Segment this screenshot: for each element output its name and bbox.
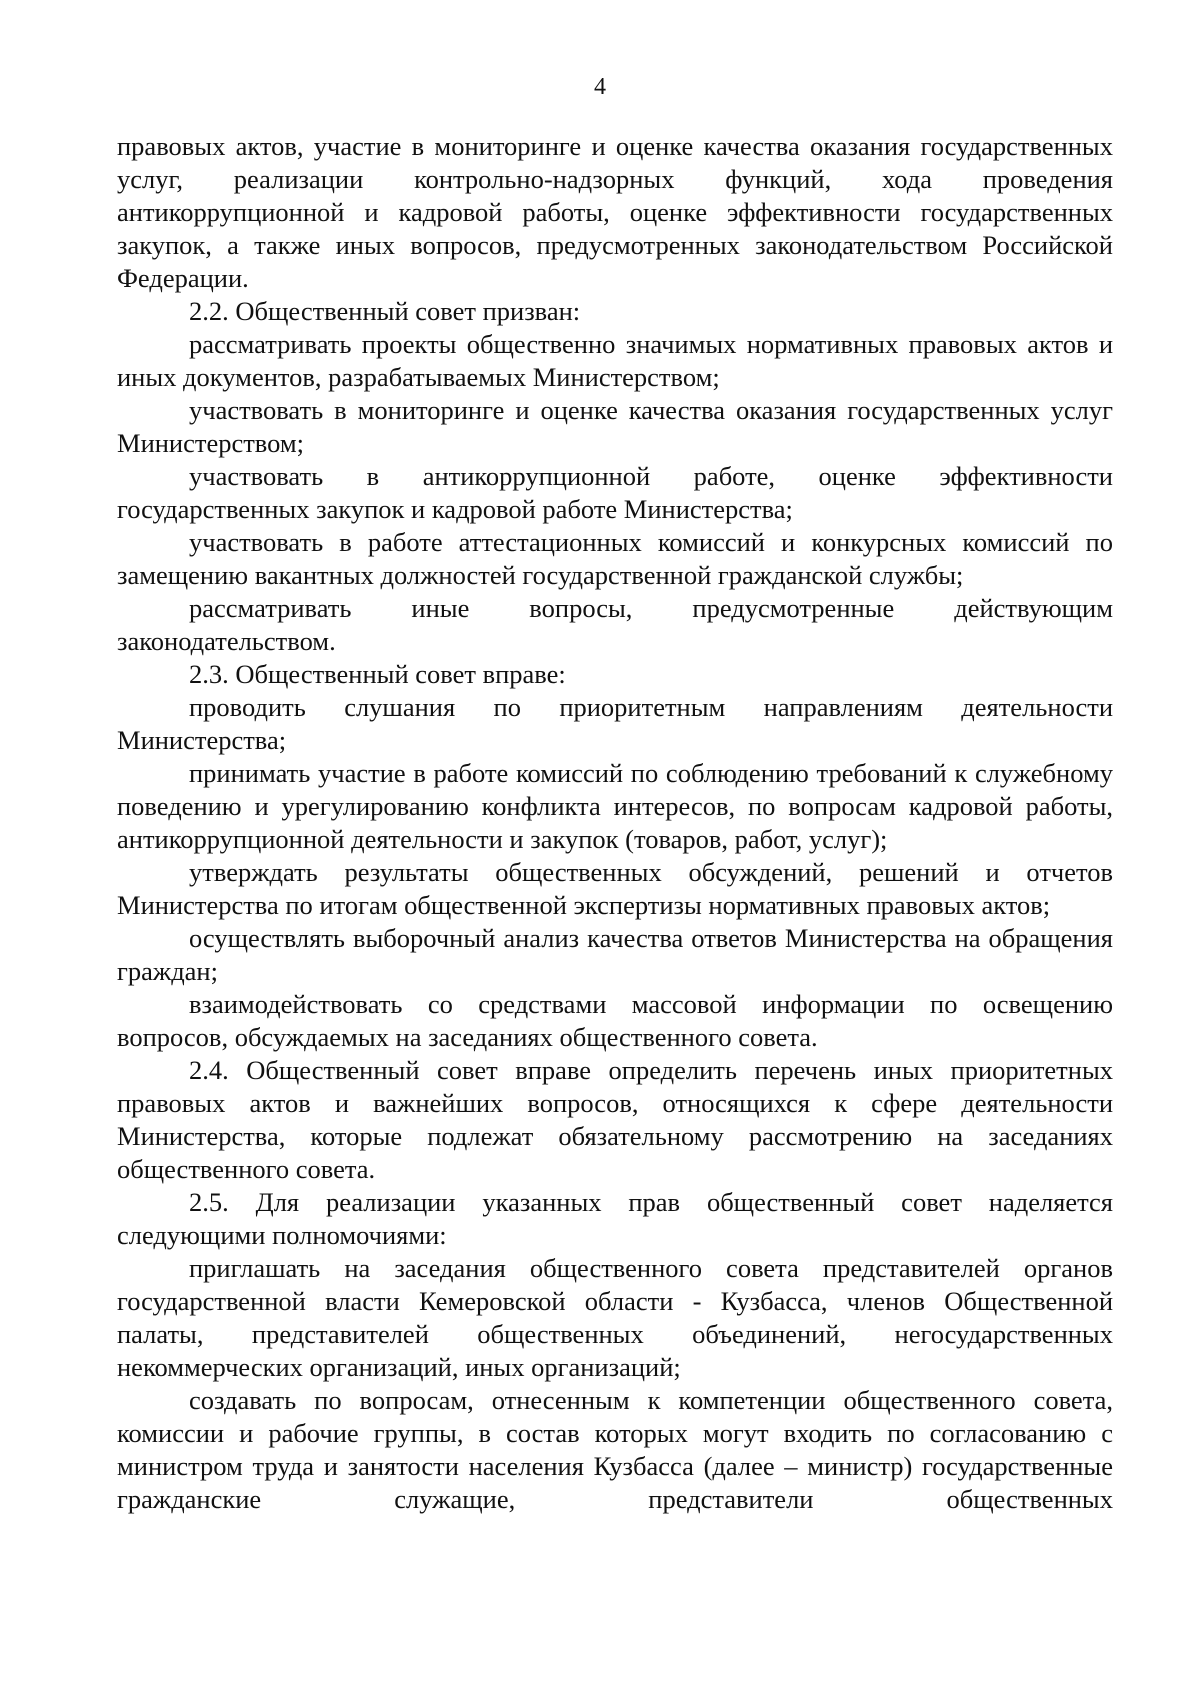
document-body: [117, 130, 1113, 1516]
list-item: создавать по вопросам, отнесенным к компетенции общественного совета, комиссии и рабочие группы, в состав которых могут входить по согласованию с министром труда и занятости населения Кузбасса (далее – министр) государственные гражданские служащие, представители общественных: [117, 1385, 1113, 1514]
section-paragraph-2-5: 2.5. Для реализации указанных прав общественный совет наделяется следующими полномочиями:: [117, 1187, 1113, 1250]
list-item: принимать участие в работе комиссий по соблюдению требований к служебному поведению и урегулированию конфликта интересов, по вопросам кадровой работы, антикоррупционной деятельности и закупок (товаров, работ, услуг);: [117, 758, 1113, 854]
paragraph-continuation: правовых актов, участие в мониторинге и оценке качества оказания государственных услуг, реализации контрольно-надзорных функций, хода проведения антикоррупционной и кадровой работы, оценке эффективности государственных закупок, а также иных вопросов, предусмотренных законодательством Российской Федерации.: [117, 131, 1113, 293]
list-item: рассматривать иные вопросы, предусмотренные действующим законодательством.: [117, 593, 1113, 656]
section-heading-2-2: 2.2. Общественный совет призван:: [189, 296, 581, 326]
section-heading-2-3: 2.3. Общественный совет вправе:: [189, 659, 566, 689]
list-item: утверждать результаты общественных обсуждений, решений и отчетов Министерства по итогам общественной экспертизы нормативных правовых актов;: [117, 857, 1113, 920]
list-item: осуществлять выборочный анализ качества ответов Министерства на обращения граждан;: [117, 923, 1113, 986]
list-item: взаимодействовать со средствами массовой информации по освещению вопросов, обсуждаемых на заседаниях общественного совета.: [117, 989, 1113, 1052]
list-item: рассматривать проекты общественно значимых нормативных правовых актов и иных документов, разрабатываемых Министерством;: [117, 329, 1113, 392]
page-number: 4: [594, 74, 606, 100]
list-item: проводить слушания по приоритетным направлениям деятельности Министерства;: [117, 692, 1113, 755]
section-paragraph-2-4: 2.4. Общественный совет вправе определить перечень иных приоритетных правовых актов и важнейших вопросов, относящихся к сфере деятельности Министерства, которые подлежат обязательному рассмотрению на заседаниях общественного совета.: [117, 1055, 1113, 1184]
list-item: приглашать на заседания общественного совета представителей органов государственной власти Кемеровской области - Кузбасса, членов Общественной палаты, представителей общественных объединений, негосударственных некоммерческих организаций, иных организаций;: [117, 1253, 1113, 1382]
list-item: участвовать в работе аттестационных комиссий и конкурсных комиссий по замещению вакантных должностей государственной гражданской службы;: [117, 527, 1113, 590]
list-item: участвовать в антикоррупционной работе, оценке эффективности государственных закупок и кадровой работе Министерства;: [117, 461, 1113, 524]
list-item: участвовать в мониторинге и оценке качества оказания государственных услуг Министерством;: [117, 395, 1113, 458]
